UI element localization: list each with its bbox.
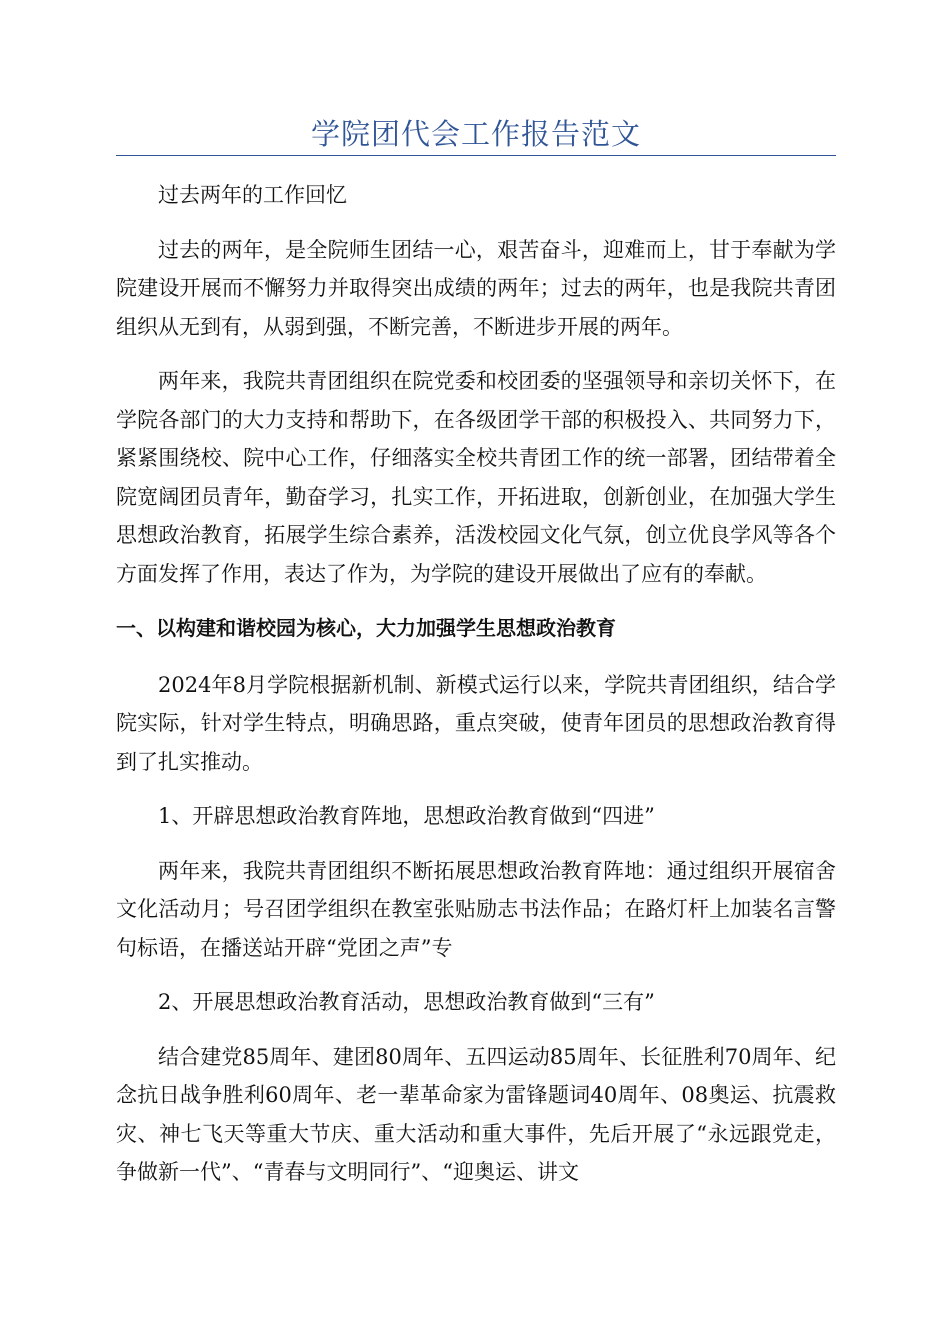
paragraph: 结合建党85周年、建团80周年、五四运动85周年、长征胜利70周年、纪念抗日战争胜利60周年、老一辈革命家为雷锋题词40周年、08奥运、抗震救灾、神七飞天等重大节庆、重大活动和重大事件，先后开展了“永远跟党走，争做新一代”、“青春与文明同行”、“迎奥运、讲文 <box>116 1044 836 1184</box>
paragraph: 2024年8月学院根据新机制、新模式运行以来，学院共青团组织，结合学院实际，针对学生特点，明确思路，重点突破，使青年团员的思想政治教育得到了扎实推动。 <box>116 672 836 774</box>
section-heading: 一、以构建和谐校园为核心，大力加强学生思想政治教育 <box>116 616 616 640</box>
subsection-heading: 2、开展思想政治教育活动，思想政治教育做到“三有” <box>158 990 655 1014</box>
document-title: 学院团代会工作报告范文 <box>310 117 641 151</box>
document-body <box>116 176 836 1208</box>
section-intro-heading: 过去两年的工作回忆 <box>158 183 347 207</box>
title-underline <box>116 155 836 156</box>
paragraph: 两年来，我院共青团组织在院党委和校团委的坚强领导和亲切关怀下，在学院各部门的大力支持和帮助下，在各级团学干部的积极投入、共同努力下，紧紧围绕校、院中心工作，仔细落实全校共青团工作的统一部署，团结带着全院宽阔团员青年，勤奋学习，扎实工作，开拓进取，创新创业，在加强大学生思想政治教育，拓展学生综合素养，活泼校园文化气氛，创立优良学风等各个方面发挥了作用，表达了作为，为学院的建设开展做出了应有的奉献。 <box>116 369 836 586</box>
subsection-heading: 1、开辟思想政治教育阵地，思想政治教育做到“四进” <box>158 804 655 828</box>
paragraph: 过去的两年，是全院师生团结一心，艰苦奋斗，迎难而上，甘于奉献为学院建设开展而不懈努力并取得突出成绩的两年；过去的两年，也是我院共青团组织从无到有，从弱到强，不断完善，不断进步开展的两年。 <box>116 237 836 339</box>
paragraph: 两年来，我院共青团组织不断拓展思想政治教育阵地：通过组织开展宿舍文化活动月；号召团学组织在教室张贴励志书法作品；在路灯杆上加装名言警句标语，在播送站开辟“党团之声”专 <box>116 858 836 960</box>
